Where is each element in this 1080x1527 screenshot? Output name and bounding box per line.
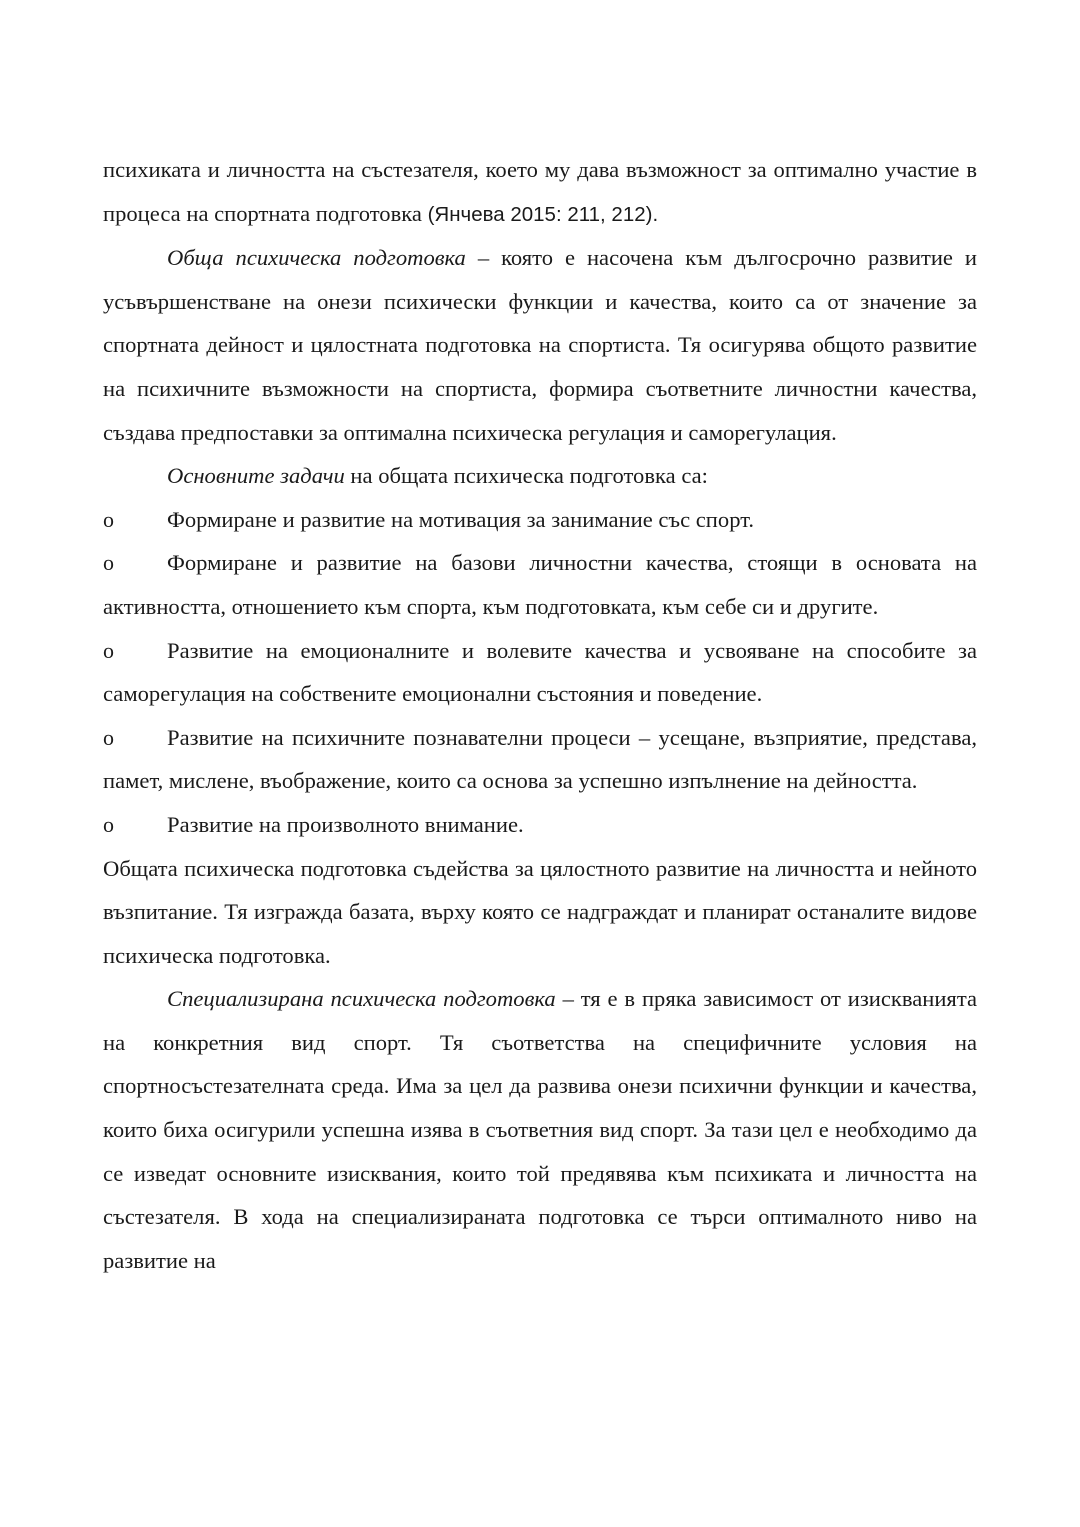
term-general-preparation: Обща психическа подготовка xyxy=(167,245,466,271)
list-item xyxy=(103,629,977,716)
term-specialized-preparation: Специализирана психическа подготовка xyxy=(167,986,556,1012)
paragraph-intro xyxy=(103,148,977,236)
list-item-text: Развитие на емоционалните и волевите качества и усвояване на способите за саморегулация на собствените емоционални състояния и поведение. xyxy=(103,637,977,707)
paragraph-general-summary: Общата психическа подготовка съдейства за цялостното развитие на личността и нейното възпитание. Тя изгражда базата, върху която се надграждат и планират останалите видове психическа подготовка. xyxy=(103,855,977,968)
citation: (Янчева 2015: 211, 212). xyxy=(427,202,659,226)
list-item-text: Развитие на произволното внимание. xyxy=(167,811,524,837)
paragraph-specialized-preparation xyxy=(103,977,977,1282)
paragraph-main-tasks xyxy=(103,454,977,498)
list-item-text: Формиране и развитие на мотивация за занимание със спорт. xyxy=(167,506,755,532)
main-tasks-text: на общата психическа подготовка са: xyxy=(344,463,708,489)
list-item xyxy=(103,541,977,628)
term-main-tasks: Основните задачи xyxy=(167,463,345,489)
bullet-icon: o xyxy=(103,550,114,576)
specialized-preparation-text: – тя е в пряка зависимост от изискванията на конкретния вид спорт. Тя съответства на специфичните условия на спортносъстезателната среда. Има за цел да развива онези психични функции и качества, които биха осигурили успешна изява в съответния вид спорт. За тази цел е необходимо да се изведат основните изисквания, които той предявява към психиката и личността на състезателя. В хода на специализираната подготовка се търси оптималното ниво на развитие на xyxy=(103,986,977,1273)
bullet-icon: o xyxy=(103,811,114,837)
list-item xyxy=(103,803,977,847)
paragraph-intro-text: психиката и личността на състезателя, което му дава възможност за оптимално участие в процеса на спортната подготовка xyxy=(103,157,977,226)
list-item xyxy=(103,498,977,542)
list-item-text: Формиране и развитие на базови личностни качества, стоящи в основата на активността, отношението към спорта, към подготовката, към себе си и другите. xyxy=(103,550,977,619)
bullet-icon: o xyxy=(103,724,114,750)
bullet-icon: o xyxy=(103,506,114,532)
paragraph-general-preparation xyxy=(103,236,977,454)
body-text xyxy=(103,148,977,1282)
list-item xyxy=(103,716,977,803)
general-preparation-text: – която е насочена към дългосрочно развитие и усъвършенстване на онези психически функции и качества, които са от значение за спортната дейност и цялостната подготовка на спортиста. Тя осигурява общото развитие на психичните възможности на спортиста, формира съответните личностни качества, създава предпоставки за оптимална психическа регулация и саморегулация. xyxy=(103,245,977,445)
list-item-text: Развитие на психичните познавателни процеси – усещане, възприятие, представа, памет, мислене, въображение, които са основа за успешно изпълнение на дейността. xyxy=(103,724,977,794)
bullet-icon: o xyxy=(103,637,114,663)
